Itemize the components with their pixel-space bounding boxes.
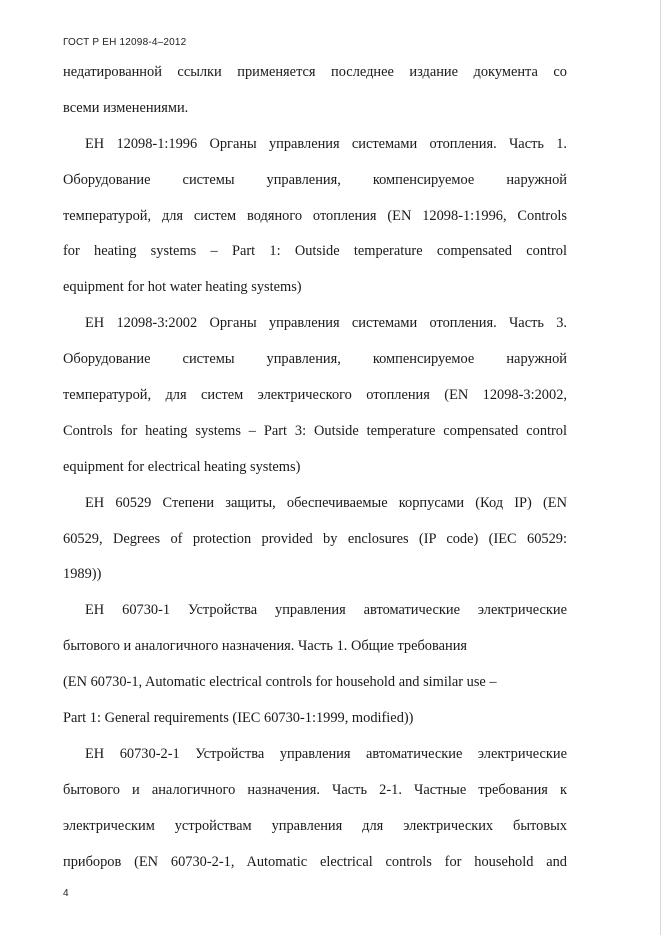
- text-line: температурой, для систем водяного отопления (EN 12098-1:1996, Controls: [63, 207, 567, 224]
- document-code-header: ГОСТ Р ЕН 12098-4–2012: [63, 37, 187, 48]
- text-line: Part 1: General requirements (IEC 60730-1:1999, modified)): [63, 710, 414, 727]
- text-line: всеми изменениями.: [63, 99, 189, 116]
- text-line: Оборудование системы управления, компенсируемое наружной: [63, 351, 567, 368]
- text-line: ЕН 12098-3:2002 Органы управления системами отопления. Часть 3.: [85, 315, 567, 332]
- text-line: 60529, Degrees of protection provided by enclosures (IP code) (IEC 60529:: [63, 530, 567, 547]
- text-line: электрическим устройствам управления для электрических бытовых: [63, 817, 567, 834]
- text-line: ЕН 60730-2-1 Устройства управления автоматические электрические: [85, 745, 567, 762]
- text-line: ЕН 60730-1 Устройства управления автоматические электрические: [85, 602, 567, 619]
- text-line: equipment for hot water heating systems): [63, 279, 302, 296]
- text-line: Controls for heating systems – Part 3: Outside temperature compensated control: [63, 422, 567, 439]
- text-line: ЕН 60529 Степени защиты, обеспечиваемые корпусами (Код IP) (EN: [85, 494, 567, 511]
- text-line: недатированной ссылки применяется последнее издание документа со: [63, 64, 567, 80]
- text-line: (EN 60730-1, Automatic electrical controls for household and similar use –: [63, 674, 497, 691]
- text-line: equipment for electrical heating systems): [63, 458, 301, 475]
- text-line: ЕН 12098-1:1996 Органы управления системами отопления. Часть 1.: [85, 135, 567, 152]
- text-line: приборов (EN 60730-2-1, Automatic electrical controls for household and: [63, 853, 567, 870]
- page-number: 4: [63, 888, 69, 899]
- text-line: температурой, для систем электрического отопления (EN 12098-3:2002,: [63, 387, 567, 404]
- text-line: for heating systems – Part 1: Outside temperature compensated control: [63, 243, 567, 260]
- document-body: [63, 55, 567, 880]
- text-line: Оборудование системы управления, компенсируемое наружной: [63, 171, 567, 188]
- text-line: 1989)): [63, 566, 102, 583]
- text-line: бытового и аналогичного назначения. Часть 1. Общие требования: [63, 638, 468, 655]
- text-line: бытового и аналогичного назначения. Часть 2-1. Частные требования к: [63, 781, 567, 798]
